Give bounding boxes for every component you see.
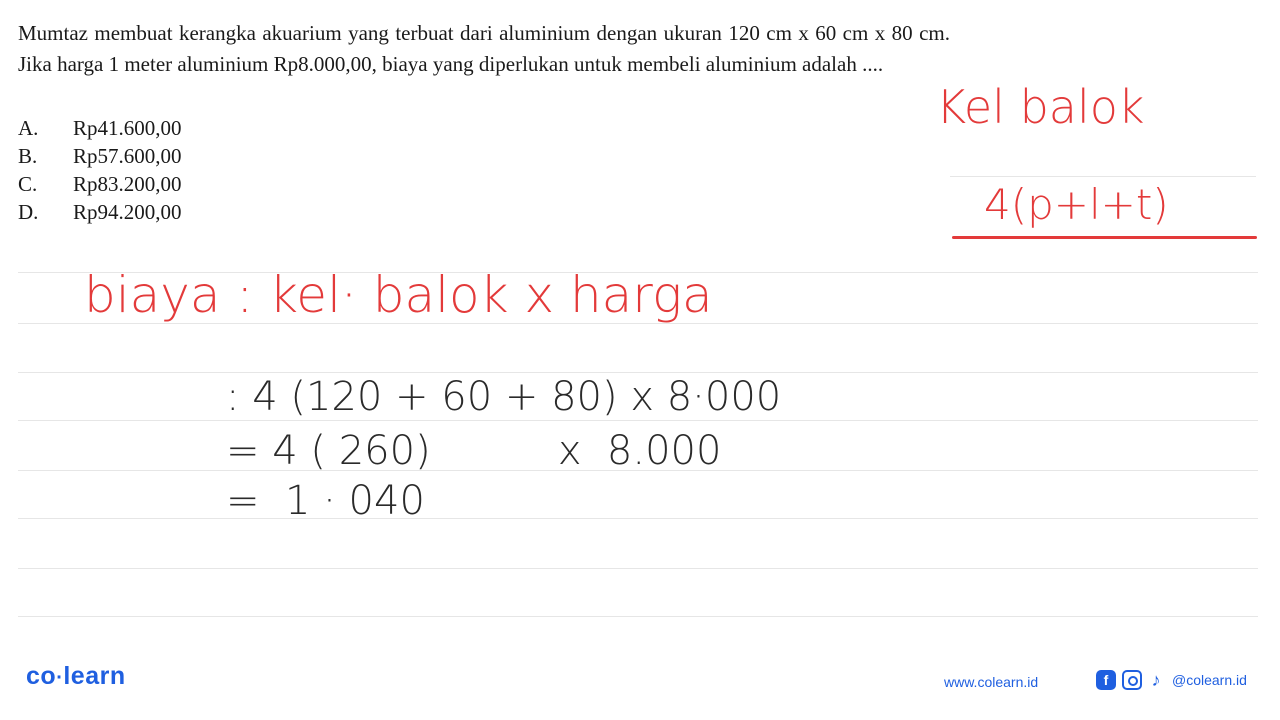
ruled-line <box>18 568 1258 569</box>
answer-options <box>18 114 182 226</box>
ruled-line <box>18 420 1258 421</box>
handwritten-line-4: = 1 · 040 <box>226 478 425 524</box>
social-handle[interactable]: @colearn.id <box>1172 672 1247 688</box>
colearn-logo <box>26 662 126 691</box>
handwritten-line-1: biaya : kel· balok x harga <box>84 266 713 324</box>
ruled-line <box>18 616 1258 617</box>
handwritten-line-3: = 4 ( 260) x 8.000 <box>226 428 722 474</box>
ruled-line <box>950 176 1256 177</box>
ruled-line <box>18 372 1258 373</box>
option-letter: D. <box>18 200 39 224</box>
tiktok-icon[interactable]: ♪ <box>1151 669 1161 690</box>
social-links <box>1096 670 1247 690</box>
handwritten-underline <box>952 236 1257 239</box>
option-letter: C. <box>18 172 38 196</box>
option-text: Rp57.600,00 <box>73 144 182 168</box>
option-text: Rp94.200,00 <box>73 200 182 224</box>
facebook-icon[interactable]: f <box>1096 670 1116 690</box>
ruled-line <box>18 518 1258 519</box>
option-letter: B. <box>18 144 38 168</box>
handwritten-side-title: Kel balok <box>936 80 1145 134</box>
question-text: Mumtaz membuat kerangka akuarium yang terbuat dari aluminium dengan ukuran 120 cm x 60 cm x 80 cm. Jika harga 1 meter aluminium Rp8.000,00, biaya yang diperlukan untuk membeli aluminium adalah .... <box>18 21 950 76</box>
option-a[interactable] <box>18 114 182 142</box>
logo-dot: · <box>56 667 64 689</box>
option-d[interactable] <box>18 198 182 226</box>
handwritten-line-2: : 4 (120 + 60 + 80) x 8·000 <box>226 374 782 420</box>
logo-left: co <box>26 662 57 690</box>
instagram-icon[interactable] <box>1122 670 1142 690</box>
website-link[interactable]: www.colearn.id <box>944 674 1039 690</box>
option-b[interactable] <box>18 142 182 170</box>
handwritten-side-formula: 4(p+l+t) <box>984 180 1169 229</box>
option-text: Rp83.200,00 <box>73 172 182 196</box>
option-text: Rp41.600,00 <box>73 116 182 140</box>
logo-right: learn <box>63 662 126 690</box>
option-c[interactable] <box>18 170 182 198</box>
option-letter: A. <box>18 116 39 140</box>
